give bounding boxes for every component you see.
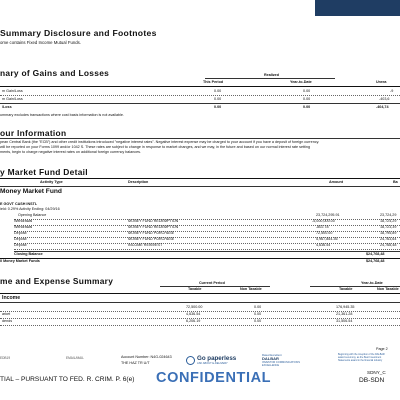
info-title: our Information	[0, 128, 67, 138]
gains-row-unrealized: -403,6	[379, 97, 390, 101]
mmf-closing-rule	[14, 251, 400, 252]
mmf-fund-yield: ield: 0.29% Activity Ending: 04/29/16	[0, 207, 60, 211]
income-row-current-nontaxable: 0.00	[254, 305, 262, 309]
mmf-row-amount: 72,500.00	[316, 231, 333, 235]
gains-title: nary of Gains and Losses	[0, 68, 110, 78]
gains-total-ytd: 0.00	[303, 105, 311, 109]
mmf-row-balance: 18,723,39	[380, 225, 397, 229]
page-number: Page 2	[376, 347, 388, 351]
mmf-col-balance: Ba	[393, 180, 398, 184]
mmf-row-activity: Withdrawal	[14, 219, 33, 223]
mmf-closing-value: $24,768,48	[366, 252, 385, 256]
mmf-row-rule	[14, 237, 400, 238]
gains-row-ytd: 0.00	[303, 97, 311, 101]
income-row-current-taxable: 4,636.54	[186, 312, 201, 316]
income-row-ytd-taxable: 176,945.35	[336, 305, 355, 309]
dalbar-line: INVESTOR COMMUNICATIONS	[262, 361, 300, 364]
mmf-row-balance: 23,724,29	[380, 213, 397, 217]
gains-row-unrealized: -9	[390, 89, 394, 93]
income-col-nontaxable: Non Taxable	[240, 287, 262, 291]
gains-total-label: /Loss	[2, 105, 12, 109]
confidential-stamp: CONFIDENTIAL	[156, 370, 272, 386]
income-row-label: arket	[2, 312, 11, 316]
dalbar-line: Rated Excellent	[262, 353, 282, 357]
mmf-row-description: MONEY FUND PURCHASE	[128, 237, 175, 241]
gains-footnote: ummary excludes transactions where cost basis information is not available.	[0, 113, 124, 117]
confidential-notice: TIAL – PURSUANT TO FED. R. CRIM. P. 6(e)	[0, 376, 135, 383]
mmf-col-description: Description	[128, 180, 149, 184]
gains-row-rule	[0, 103, 400, 104]
mmf-row-amount: 5,967,854.36	[316, 237, 338, 241]
award-blurb-line: award ceremony, as the Best Investment	[338, 356, 382, 359]
mmf-row-balance: 24,763,64	[380, 237, 397, 241]
mmf-row-rule	[14, 231, 400, 232]
award-blurb-line: Beginning with the inception of the DALBAR	[338, 353, 385, 356]
go-paperless-icon	[186, 356, 195, 365]
income-row-current-nontaxable: 0.00	[254, 312, 262, 316]
income-row-ytd-taxable: 31,506.54	[336, 319, 353, 323]
mmf-row-activity: Deposit	[14, 231, 27, 235]
mmf-row-balance: 18,795,89	[380, 231, 397, 235]
mmf-row-balance: 24,768,48	[380, 243, 397, 247]
mmf-title: y Market Fund Detail	[0, 167, 88, 177]
footer-code-left: EDB19	[0, 356, 11, 360]
sdny-code: SDNY_C	[367, 370, 386, 375]
gains-col-this-period: This Period	[203, 80, 224, 84]
income-section-title: Income	[2, 295, 21, 301]
income-header-rule	[0, 293, 400, 294]
income-row-ytd-taxable: 21,361.28	[336, 312, 353, 316]
mmf-row-activity: Deposit	[14, 237, 27, 241]
mmf-total-rule	[0, 258, 400, 259]
gains-row-rule	[0, 95, 400, 96]
bates-number: DB-SDN	[359, 377, 385, 384]
gains-realized-rule	[205, 78, 335, 79]
income-row-current-taxable: 6,206.19	[186, 319, 201, 323]
info-line: ments, begin to charge negative interest rates on additional foreign currency balances.	[0, 150, 142, 154]
mmf-header-rule	[0, 186, 400, 187]
mmf-row-amount: 4,636.54	[316, 243, 331, 247]
footer-account-name: THE HAZ TR U/T	[121, 361, 150, 365]
mmf-col-amount: Amount	[329, 180, 343, 184]
mmf-row-amount: 23,724,295.91	[316, 213, 340, 217]
income-col-ytd-taxable: Taxable	[339, 287, 353, 291]
award-blurb-line: Statements award in the financial industry	[338, 359, 383, 362]
dalbar-line: EXCELLENCE	[262, 364, 280, 367]
disclosure-subtitle: ome contains Fixed Income Mutual Funds.	[0, 40, 81, 45]
mmf-row-rule	[14, 219, 400, 220]
mmf-row-rule	[14, 249, 400, 250]
gains-total-this-period: 0.00	[214, 105, 222, 109]
mmf-row-rule	[14, 243, 400, 244]
gains-col-ytd: Year-to-Date	[290, 80, 312, 84]
mmf-row-balance: 18,724,29	[380, 219, 397, 223]
income-title: me and Expense Summary	[0, 276, 114, 286]
mmf-row-rule	[14, 225, 400, 226]
gains-total-unrealized: -404,74	[376, 105, 389, 109]
mmf-row-description: INCOME REINVEST	[128, 243, 163, 247]
income-section-rule	[0, 302, 400, 303]
header-banner	[315, 0, 400, 16]
income-current-period: Current Period	[199, 281, 225, 285]
income-row-current-nontaxable: 0.00	[254, 319, 262, 323]
footer-account-number: Account Number: N4G-024643	[121, 355, 172, 359]
income-row-rule	[0, 325, 400, 326]
mmf-row-amount: -5,000,000.00	[312, 219, 335, 223]
mmf-row-description: MONEY FUND REDEMPTION	[128, 219, 179, 223]
mmf-row-activity: Deposit	[14, 243, 27, 247]
info-line: will be reported on your Forms 1099 and/or 1042 S. These rates are subject to change in response to market changes, and we may, in the future and based on our normal interest rate setting	[0, 145, 310, 149]
mmf-row-description: MONEY FUND PURCHASE	[128, 231, 175, 235]
info-rule	[0, 138, 400, 139]
gains-row-this-period: 0.00	[214, 97, 222, 101]
gains-header-rule	[0, 86, 400, 87]
mmf-title-rule	[0, 178, 400, 179]
mmf-closing-label: Closing Balance	[14, 252, 43, 256]
mmf-section-title: Money Market Fund	[0, 188, 62, 195]
mmf-row-amount: -802.78	[316, 225, 329, 229]
gains-row-ytd: 0.00	[303, 89, 311, 93]
income-row-current-taxable: 72,500.00	[186, 305, 203, 309]
gains-row-label: m Gain/Loss	[2, 89, 23, 93]
go-paperless-label: Go paperless	[197, 355, 237, 362]
mmf-row-activity: Opening Balance	[18, 213, 47, 217]
mmf-row-activity: Withdrawal	[14, 225, 33, 229]
gains-row-this-period: 0.00	[214, 89, 222, 93]
mmf-total-label: ll Money Market Funds	[0, 259, 40, 263]
gains-col-unrealized: Unrea	[376, 80, 387, 84]
mmf-fund-name: E GOVT CASH INSTL	[0, 202, 38, 206]
mmf-col-activity: Activity Type	[40, 180, 63, 184]
mmf-row-description: MONEY FUND REDEMPTION	[128, 225, 179, 229]
footer-code-mid: EMAIL/MAIL	[66, 356, 84, 360]
gains-row-label: m Gain/Loss	[2, 97, 23, 101]
income-col-ytd-nontaxable: Non Taxable	[377, 287, 399, 291]
dalbar-logo-text: DALBAR	[262, 356, 279, 361]
disclosure-title: Summary Disclosure and Footnotes	[0, 28, 157, 38]
info-line: pean Central Bank (the "ECB") and other credit institutions introduced "negative interest rates". Negative interest expense may be charged to your account if you have a deposit of foreign currency.	[0, 140, 320, 144]
go-paperless-sub: ASK ABOUT E-DELIVERY	[197, 362, 228, 365]
income-row-label: dends	[2, 319, 13, 323]
income-ytd: Year-to-Date	[361, 281, 383, 285]
income-col-taxable: Taxable	[188, 287, 202, 291]
mmf-total-value: $24,768,48	[366, 259, 385, 263]
gains-realized-header: Realized	[264, 73, 279, 77]
